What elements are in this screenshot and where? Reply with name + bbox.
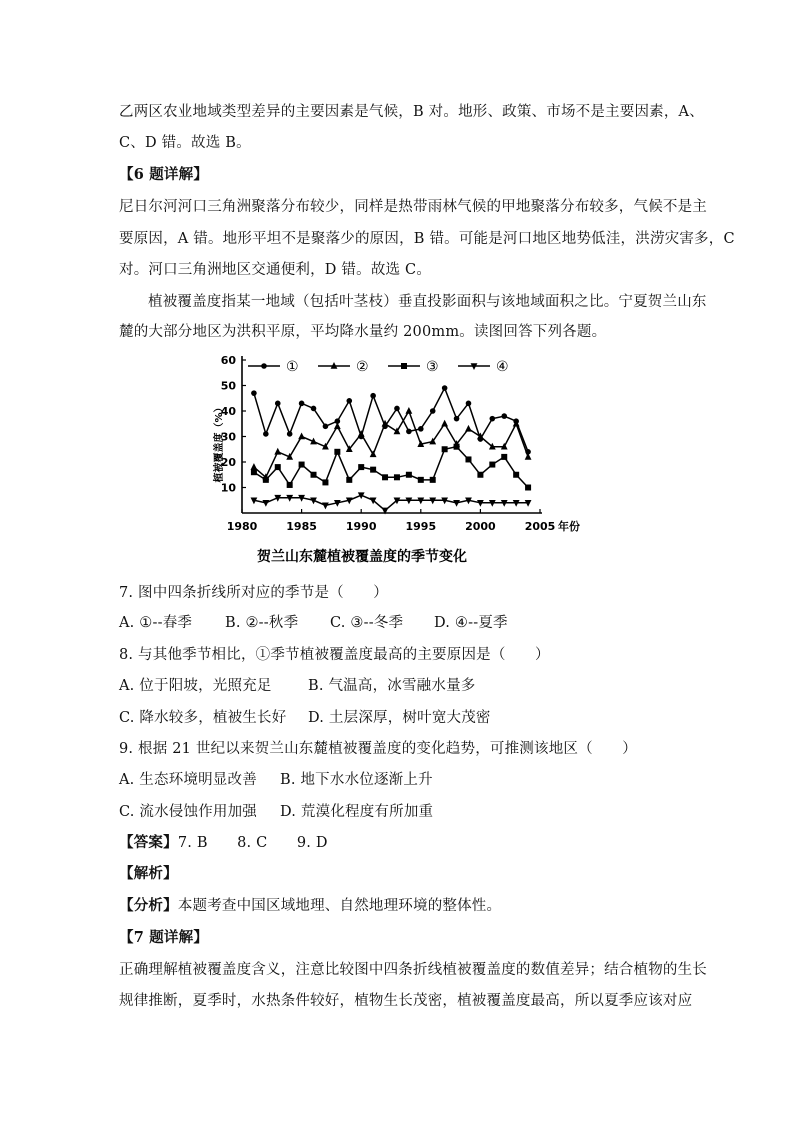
x-tick-label: 2000: [465, 520, 496, 533]
intro-paragraph-line-2: 麓的大部分地区为洪积平原，平均降水量约 200mm。读图回答下列各题。: [119, 324, 607, 340]
detail-line-2: 规律推断，夏季时，水热条件较好，植物生长茂密，植被覆盖度最高，所以夏季应该对应: [119, 993, 693, 1009]
series-2-point: [465, 425, 472, 432]
series-3-point: [454, 444, 460, 450]
y-tick-label: 10: [220, 481, 236, 495]
text-line-2: C、D 错。故选 B。: [119, 135, 251, 151]
vegetation-coverage-chart: [200, 348, 620, 573]
text-line-5: 要原因，A 错。地形平坦不是聚落少的原因，B 错。可能是河口地区地势低洼，洪涝灾害多，C: [119, 231, 735, 247]
series-3-point: [334, 449, 340, 455]
series-3-point: [251, 469, 257, 475]
series-1-point: [406, 429, 412, 435]
series-2-point: [405, 407, 412, 414]
series-2-point: [441, 420, 448, 427]
question-8: 8. 与其他季节相比，①季节植被覆盖度最高的主要原因是（ ）: [119, 647, 550, 663]
series-1-point: [466, 401, 472, 407]
legend-marker-3: [401, 363, 407, 369]
question-9: 9. 根据 21 世纪以来贺兰山东麓植被覆盖度的变化趋势，可推测该地区（ ）: [119, 741, 637, 757]
y-tick-label: 30: [220, 430, 236, 444]
section-heading-q7: 【7 题详解】: [119, 929, 209, 946]
q7-option-b: B. ②--秋季: [225, 615, 299, 631]
x-axis-label: 年份: [558, 520, 580, 533]
series-3-point: [287, 482, 293, 488]
series-3-point: [263, 477, 269, 483]
series-3-point: [299, 462, 305, 468]
y-tick-label: 60: [220, 354, 236, 367]
q9-option-d: D. 荒漠化程度有所加重: [280, 804, 434, 820]
text-line-4: 尼日尔河河口三角洲聚落分布较少，同样是热带雨林气候的甲地聚落分布较多，气候不是主: [119, 199, 707, 215]
x-tick-label: 1995: [405, 520, 437, 533]
series-3-point: [525, 485, 531, 491]
section-heading-q6: 【6 题详解】: [119, 166, 209, 183]
legend-label-3: ③: [426, 359, 439, 375]
series-4-point: [262, 500, 269, 507]
series-1-point: [418, 426, 424, 432]
question-7: 7. 图中四条折线所对应的季节是（ ）: [119, 585, 388, 601]
series-3-point: [442, 446, 448, 452]
series-1-point: [323, 424, 329, 430]
detail-line-1: 正确理解植被覆盖度含义，注意比较图中四条折线植被覆盖度的数值差异；结合植物的生长: [119, 962, 707, 978]
series-1-point: [490, 416, 496, 422]
series-3-point: [346, 477, 352, 483]
series-3-point: [394, 474, 400, 480]
legend-label-2: ②: [356, 359, 369, 375]
series-1-point: [311, 406, 317, 412]
x-tick-label: 2005: [524, 520, 556, 533]
answer-line: [119, 833, 328, 853]
series-3-point: [311, 472, 317, 478]
analysis-heading: 【解析】: [119, 865, 178, 882]
q7-option-c: C. ③--冬季: [330, 615, 404, 631]
analysis-label: 【分析】: [119, 897, 178, 914]
series-1-point: [501, 413, 507, 419]
series-4-point: [322, 503, 329, 510]
series-line-4: [254, 495, 528, 510]
series-3-point: [275, 464, 281, 470]
q7-option-a: A. ①--春季: [119, 615, 193, 631]
series-1-point: [287, 431, 293, 437]
series-1-point: [370, 393, 376, 399]
intro-paragraph-line-1: 植被覆盖度指某一地域（包括叶茎枝）垂直投影面积与该地域面积之比。宁夏贺兰山东: [148, 294, 707, 310]
series-3-point: [465, 456, 471, 462]
series-2-point: [298, 433, 305, 440]
answer-label: 【答案】: [119, 834, 178, 851]
series-1-point: [442, 385, 448, 391]
x-tick-label: 1980: [226, 520, 258, 533]
legend-label-4: ④: [496, 359, 509, 375]
q9-option-c: C. 流水侵蚀作用加强: [119, 804, 257, 820]
series-3-point: [418, 477, 424, 483]
series-3-point: [358, 464, 364, 470]
series-1-point: [454, 416, 460, 422]
series-1-point: [299, 401, 305, 407]
analysis-text: 本题考查中国区域地理、自然地理环境的整体性。: [177, 898, 502, 914]
legend-marker-1: [261, 363, 267, 369]
series-1-point: [394, 406, 400, 412]
chart-svg: [200, 348, 620, 573]
q8-option-a: A. 位于阳坡，光照充足: [119, 678, 272, 694]
series-1-point: [275, 401, 281, 407]
chart-title: 贺兰山东麓植被覆盖度的季节变化: [257, 549, 467, 565]
y-tick-label: 20: [220, 456, 236, 469]
series-3-point: [513, 472, 519, 478]
x-tick-label: 1985: [286, 520, 317, 533]
series-2-point: [274, 448, 281, 455]
x-tick-label: 1990: [345, 520, 377, 533]
text-line-1: 乙两区农业地域类型差异的主要因素是气候，B 对。地形、政策、市场不是主要因素，A、: [119, 104, 704, 120]
series-1-point: [251, 390, 257, 396]
series-3-point: [477, 472, 483, 478]
series-3-point: [501, 454, 507, 460]
analysis-line: [119, 896, 501, 916]
q8-option-b: B. 气温高，冰雪融水量多: [308, 678, 476, 694]
series-line-3: [254, 447, 528, 488]
text-line-6: 对。河口三角洲地区交通便利，D 错。故选 C。: [119, 262, 432, 278]
q9-option-b: B. 地下水水位逐渐上升: [280, 772, 433, 788]
series-2-point: [251, 463, 258, 470]
series-3-point: [406, 472, 412, 478]
series-4-point: [453, 500, 460, 507]
y-tick-label: 50: [220, 379, 236, 393]
series-3-point: [430, 477, 436, 483]
q9-option-a: A. 生态环境明显改善: [119, 772, 257, 788]
series-2-point: [334, 422, 341, 429]
q8-option-d: D. 土层深厚，树叶宽大茂密: [308, 710, 491, 726]
q8-option-c: C. 降水较多，植被生长好: [119, 710, 287, 726]
series-3-point: [322, 479, 328, 485]
series-1-point: [263, 431, 269, 437]
y-axis-label: 植被覆盖度（%）: [214, 402, 225, 483]
series-3-point: [382, 474, 388, 480]
series-3-point: [370, 467, 376, 473]
series-1-point: [346, 398, 352, 404]
series-3-point: [489, 462, 495, 468]
q7-option-d: D. ④--夏季: [434, 615, 508, 631]
series-2-point: [525, 453, 532, 460]
legend-label-1: ①: [286, 359, 299, 375]
series-1-point: [430, 408, 436, 414]
answer-text: 7. B 8. C 9. D: [177, 835, 328, 851]
y-tick-label: 40: [220, 405, 236, 418]
